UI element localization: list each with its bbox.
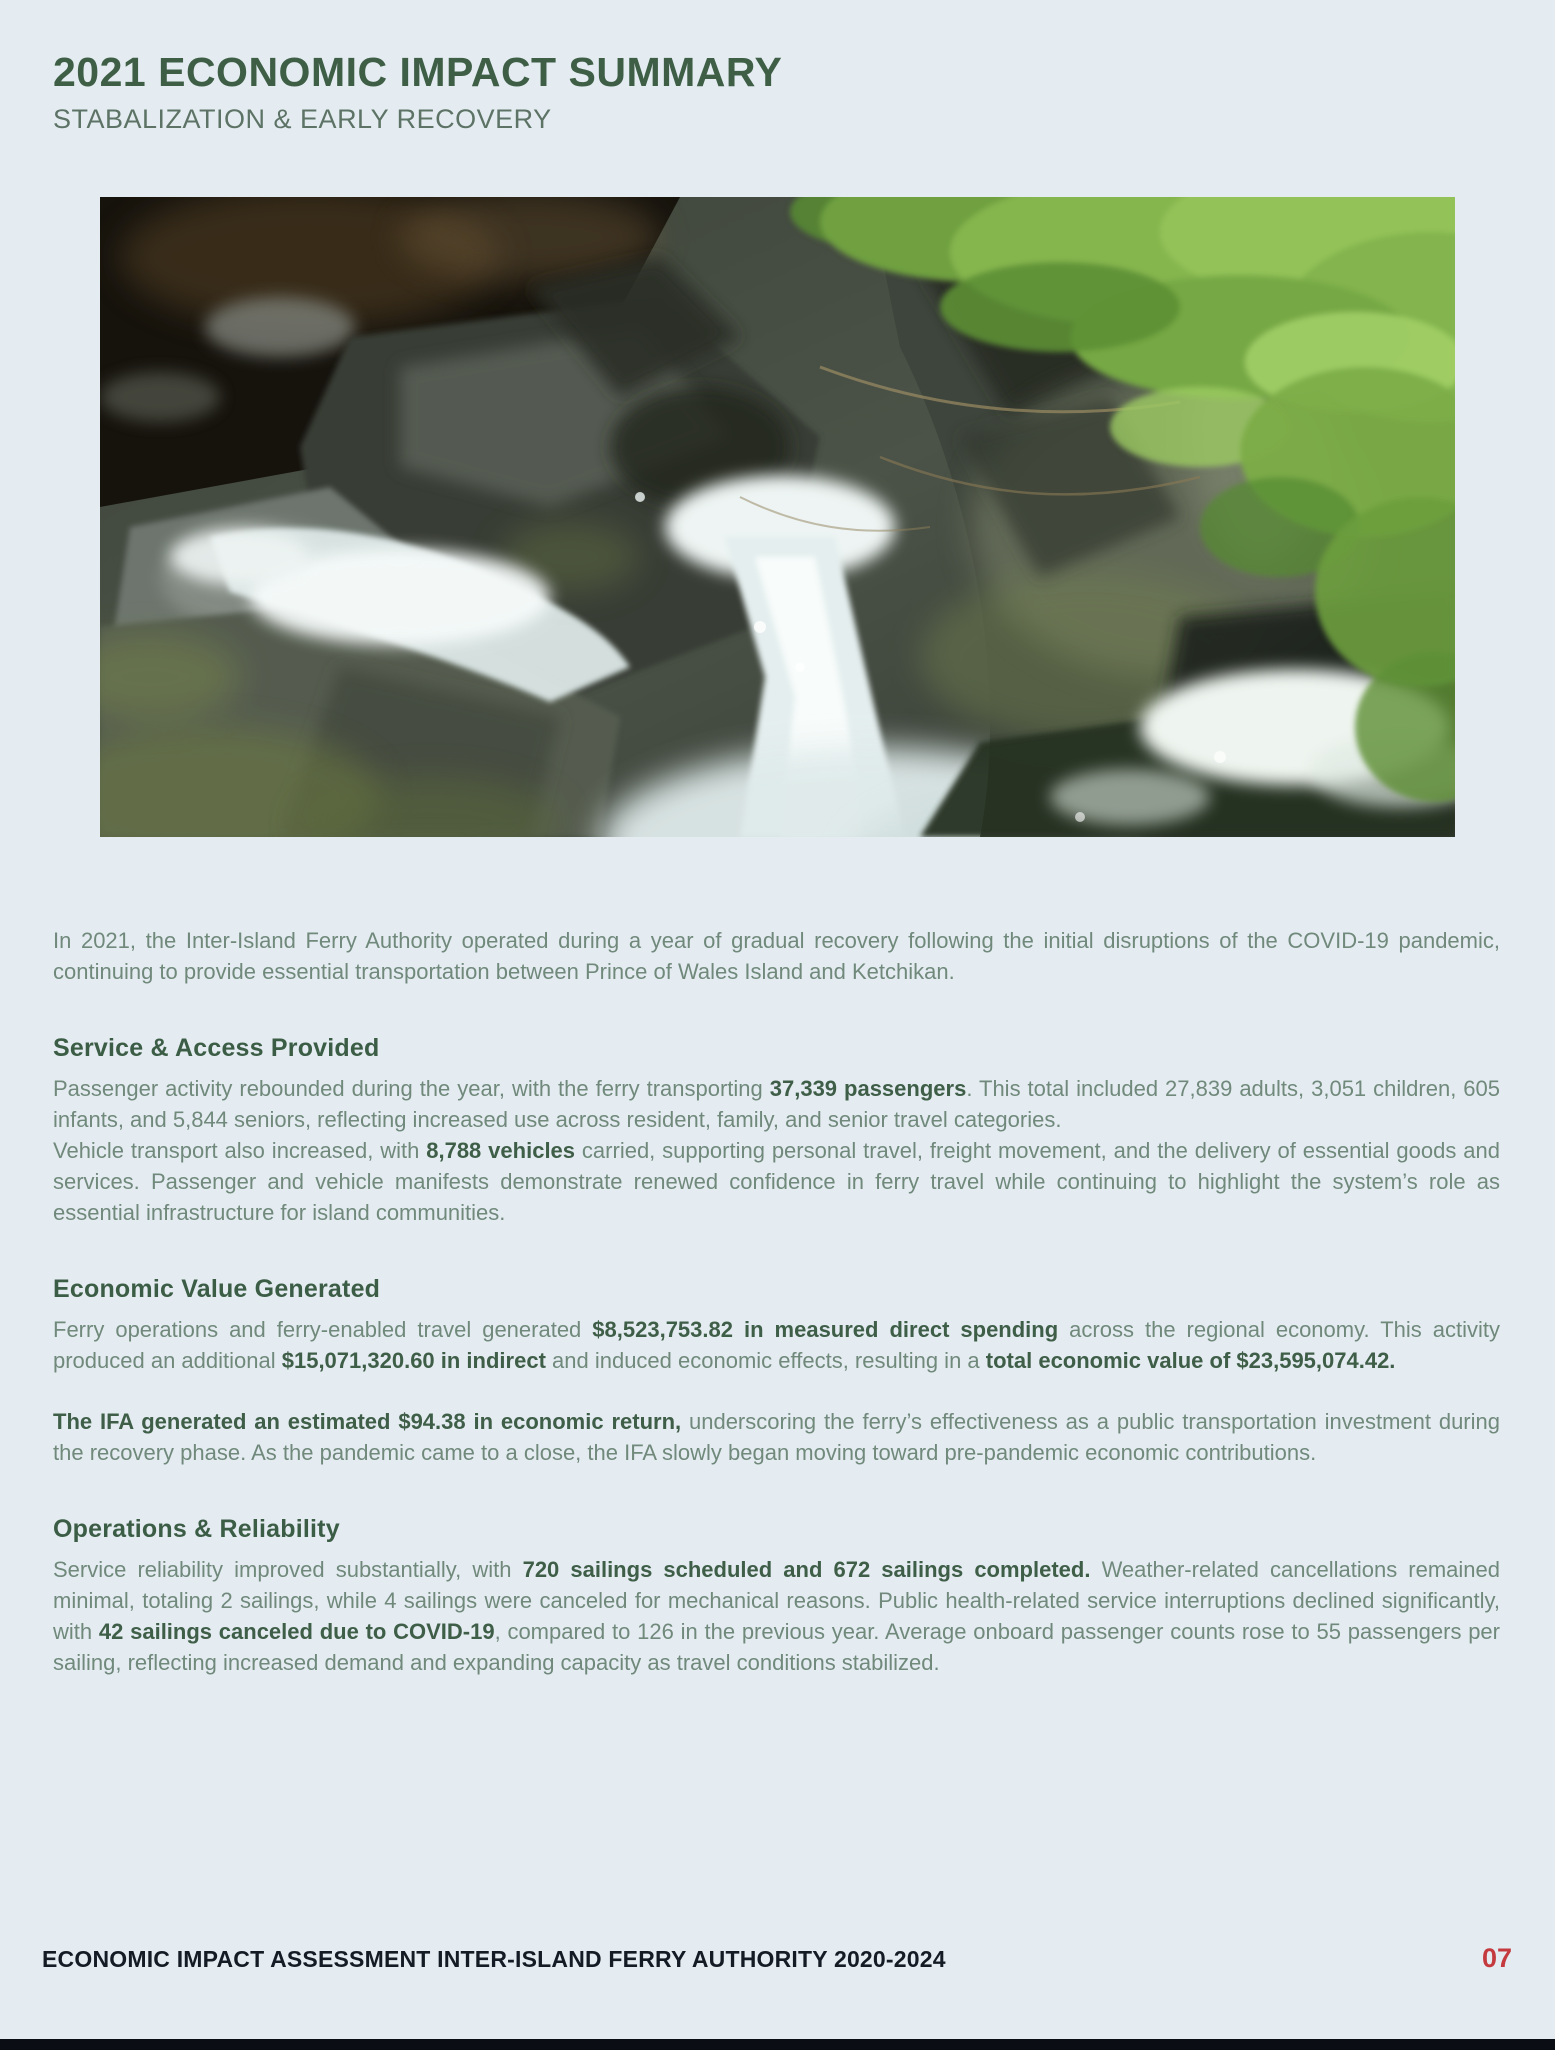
sections [53, 1033, 1500, 1678]
bold-text: $15,071,320.60 in indirect [281, 1348, 546, 1374]
text: Vehicle transport also increased, with [53, 1138, 427, 1164]
bold-text: 720 sailings scheduled and 672 sailings completed. [522, 1557, 1091, 1583]
bold-text: 8,788 vehicles [426, 1138, 576, 1164]
bold-text: 42 sailings canceled due to COVID-19 [98, 1619, 495, 1645]
text: underscoring the ferry’s effectiveness as a public transportation investment during the recovery phase. As the pandemic came to a close, the IFA slowly began moving toward pre-pandemic economic contributions. [53, 1409, 1500, 1466]
section-paragraphs [53, 1314, 1500, 1468]
section-paragraphs [53, 1073, 1500, 1228]
bold-text: $8,523,753.82 in measured direct spending [592, 1317, 1059, 1343]
section-paragraphs [53, 1554, 1500, 1678]
body-paragraph [53, 1406, 1500, 1468]
section-economic-value-generated [53, 1274, 1500, 1468]
creek-waterfall-photo [100, 197, 1455, 837]
page-content [0, 50, 1555, 1678]
text: . This total included 27,839 adults, 3,051 children, 605 infants, and 5,844 seniors, reflecting increased use across resident, family, and senior travel categories. [53, 1076, 1500, 1133]
text: and induced economic effects, resulting in a [545, 1348, 986, 1374]
text: Passenger activity rebounded during the year, with the ferry transporting [53, 1076, 770, 1102]
body-paragraph [53, 1073, 1500, 1135]
text: Weather-related cancellations remained minimal, totaling 2 sailings, while 4 sailings were canceled for mechanical reasons. Public health-related service interruptions declined significantly, with [53, 1557, 1501, 1645]
page-number: 07 [1481, 1943, 1512, 1973]
text: Service reliability improved substantially, with [53, 1557, 523, 1583]
footer-title: ECONOMIC IMPACT ASSESSMENT INTER-ISLAND FERRY AUTHORITY 2020-2024 [42, 1946, 946, 1972]
text: , compared to 126 in the previous year. Average onboard passenger counts rose to 55 passengers per sailing, reflecting increased demand and expanding capacity as travel conditions stabilized. [53, 1619, 1500, 1676]
intro-paragraph: In 2021, the Inter-Island Ferry Authority operated during a year of gradual recovery following the initial disruptions of the COVID-19 pandemic, continuing to provide essential transportation between Prince of Wales Island and Ketchikan. [53, 928, 1500, 985]
page-subtitle: STABALIZATION & EARLY RECOVERY [53, 104, 552, 135]
body-paragraph [53, 1554, 1500, 1678]
bottom-bar [0, 2039, 1555, 2050]
page-footer [42, 1943, 1512, 1974]
bold-text: The IFA generated an estimated $94.38 in economic return, [53, 1409, 682, 1435]
body-paragraph [53, 1314, 1500, 1376]
section-operations-reliability [53, 1514, 1500, 1678]
bold-text: total economic value of $23,595,074.42. [985, 1348, 1396, 1374]
section-heading: Economic Value Generated [53, 1275, 381, 1304]
body-paragraph [53, 1135, 1500, 1228]
section-heading: Service & Access Provided [53, 1034, 380, 1063]
text: Ferry operations and ferry-enabled travel generated [53, 1317, 593, 1343]
page-title: 2021 ECONOMIC IMPACT SUMMARY [53, 49, 783, 95]
section-service-access-provided [53, 1033, 1500, 1228]
text: carried, supporting personal travel, freight movement, and the delivery of essential goods and services. Passenger and vehicle manifests demonstrate renewed confidence in ferry travel while continuing to highlight the system’s role as essential infrastructure for island communities. [53, 1138, 1500, 1226]
section-heading: Operations & Reliability [53, 1515, 340, 1544]
text: across the regional economy. This activity produced an additional [53, 1317, 1500, 1374]
document-page [0, 50, 1555, 2050]
bold-text: 37,339 passengers [769, 1076, 967, 1102]
